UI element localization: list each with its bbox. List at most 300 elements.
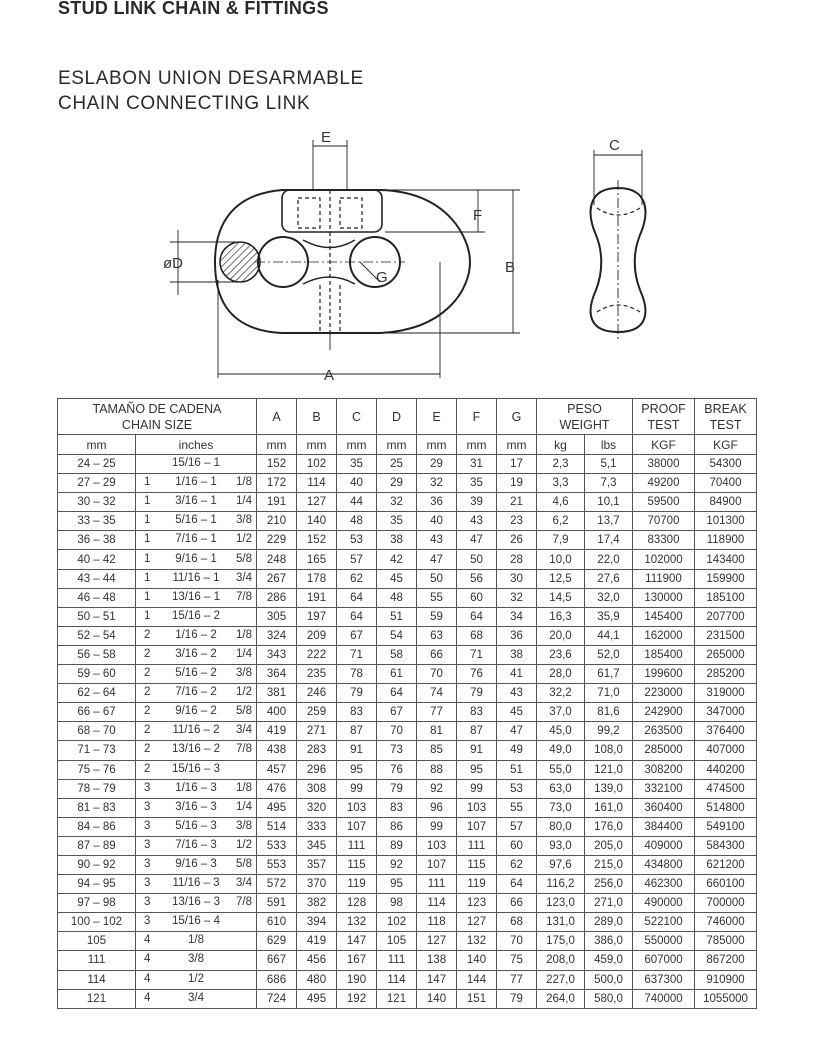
cell-e: 85	[417, 741, 457, 760]
cell-mm: 33 – 35	[58, 512, 136, 531]
cell-a: 667	[257, 951, 297, 970]
cell-e: 107	[417, 855, 457, 874]
cell-kg: 63,0	[537, 779, 585, 798]
cell-lbs: 386,0	[585, 932, 633, 951]
cell-inches: 15/16 – 1	[136, 455, 257, 474]
cell-e: 103	[417, 836, 457, 855]
cell-lbs: 108,0	[585, 741, 633, 760]
cell-b: 246	[297, 684, 337, 703]
cell-kg: 6,2	[537, 512, 585, 531]
cell-brk: 700000	[695, 894, 757, 913]
header-g: G	[497, 399, 537, 435]
cell-a: 152	[257, 455, 297, 474]
cell-mm: 114	[58, 970, 136, 989]
cell-mm: 71 – 73	[58, 741, 136, 760]
label-g: G	[376, 269, 388, 286]
cell-a: 210	[257, 512, 297, 531]
cell-kg: 227,0	[537, 970, 585, 989]
cell-brk: 474500	[695, 779, 757, 798]
cell-f: 111	[457, 836, 497, 855]
cell-brk: 54300	[695, 455, 757, 474]
cell-b: 308	[297, 779, 337, 798]
stud-bottom-curve	[303, 277, 355, 284]
cell-d: 58	[377, 645, 417, 664]
header-weight: PESO WEIGHT	[537, 399, 633, 435]
cell-mm: 62 – 64	[58, 684, 136, 703]
table-row	[58, 760, 757, 779]
cell-g: 17	[497, 455, 537, 474]
cell-b: 370	[297, 875, 337, 894]
cell-f: 99	[457, 779, 497, 798]
cell-g: 70	[497, 932, 537, 951]
cell-brk: 185100	[695, 588, 757, 607]
cell-c: 115	[337, 855, 377, 874]
cell-mm: 66 – 67	[58, 703, 136, 722]
cell-c: 167	[337, 951, 377, 970]
table-row	[58, 798, 757, 817]
cell-c: 78	[337, 665, 377, 684]
cell-c: 119	[337, 875, 377, 894]
cell-f: 68	[457, 626, 497, 645]
cell-inches: 5/16 – 3 3 3/8	[136, 817, 257, 836]
cell-c: 62	[337, 569, 377, 588]
cell-brk: 101300	[695, 512, 757, 531]
cell-c: 79	[337, 684, 377, 703]
table-row	[58, 684, 757, 703]
cell-proof: 111900	[633, 569, 695, 588]
cell-proof: 38000	[633, 455, 695, 474]
cell-lbs: 271,0	[585, 894, 633, 913]
cell-mm: 27 – 29	[58, 474, 136, 493]
cell-mm: 78 – 79	[58, 779, 136, 798]
cell-b: 127	[297, 493, 337, 512]
cell-d: 102	[377, 913, 417, 932]
cell-e: 70	[417, 665, 457, 684]
cell-mm: 30 – 32	[58, 493, 136, 512]
cell-c: 190	[337, 970, 377, 989]
cell-lbs: 22,0	[585, 550, 633, 569]
cell-d: 92	[377, 855, 417, 874]
cell-b: 296	[297, 760, 337, 779]
cell-d: 98	[377, 894, 417, 913]
cell-lbs: 44,1	[585, 626, 633, 645]
cell-g: 53	[497, 779, 537, 798]
connecting-link-drawing	[0, 120, 820, 390]
cell-kg: 32,2	[537, 684, 585, 703]
cell-b: 191	[297, 588, 337, 607]
table-row	[58, 970, 757, 989]
cell-b: 178	[297, 569, 337, 588]
cell-b: 357	[297, 855, 337, 874]
cell-a: 476	[257, 779, 297, 798]
cell-b: 320	[297, 798, 337, 817]
table-header-row-1	[58, 399, 757, 435]
cell-lbs: 32,0	[585, 588, 633, 607]
cell-inches: 15/16 – 3 2	[136, 760, 257, 779]
cell-inches: 1/8 4	[136, 932, 257, 951]
cell-g: 79	[497, 989, 537, 1008]
cell-a: 572	[257, 875, 297, 894]
cell-e: 127	[417, 932, 457, 951]
cell-d: 114	[377, 970, 417, 989]
cell-b: 419	[297, 932, 337, 951]
cell-kg: 20,0	[537, 626, 585, 645]
cell-proof: 462300	[633, 875, 695, 894]
cell-d: 83	[377, 798, 417, 817]
cell-e: 32	[417, 474, 457, 493]
cell-brk: 549100	[695, 817, 757, 836]
cell-c: 64	[337, 607, 377, 626]
cell-inches: 3/16 – 2 2 1/4	[136, 645, 257, 664]
header-a: A	[257, 399, 297, 435]
cell-f: 132	[457, 932, 497, 951]
cell-kg: 123,0	[537, 894, 585, 913]
cell-inches: 11/16 – 2 2 3/4	[136, 722, 257, 741]
cell-b: 235	[297, 665, 337, 684]
cell-e: 92	[417, 779, 457, 798]
label-d: øD	[163, 255, 183, 272]
cell-e: 114	[417, 894, 457, 913]
cell-a: 305	[257, 607, 297, 626]
cell-c: 103	[337, 798, 377, 817]
cell-mm: 59 – 60	[58, 665, 136, 684]
cell-lbs: 139,0	[585, 779, 633, 798]
cell-g: 51	[497, 760, 537, 779]
cell-a: 381	[257, 684, 297, 703]
cell-a: 533	[257, 836, 297, 855]
cell-a: 229	[257, 531, 297, 550]
cell-a: 286	[257, 588, 297, 607]
cell-inches: 15/16 – 2 1	[136, 607, 257, 626]
cell-f: 60	[457, 588, 497, 607]
cell-inches: 13/16 – 2 2 7/8	[136, 741, 257, 760]
cell-proof: 409000	[633, 836, 695, 855]
cell-proof: 263500	[633, 722, 695, 741]
cell-mm: 52 – 54	[58, 626, 136, 645]
cell-b: 345	[297, 836, 337, 855]
cell-a: 438	[257, 741, 297, 760]
cell-b: 271	[297, 722, 337, 741]
cell-f: 83	[457, 703, 497, 722]
cell-inches: 1/16 – 2 2 1/8	[136, 626, 257, 645]
header-break-test: BREAK TEST	[695, 399, 757, 435]
cell-g: 45	[497, 703, 537, 722]
cell-mm: 105	[58, 932, 136, 951]
cell-proof: 199600	[633, 665, 695, 684]
cell-e: 66	[417, 645, 457, 664]
cell-kg: 37,0	[537, 703, 585, 722]
cell-brk: 347000	[695, 703, 757, 722]
cell-lbs: 5,1	[585, 455, 633, 474]
cell-proof: 242900	[633, 703, 695, 722]
cell-g: 28	[497, 550, 537, 569]
cell-b: 382	[297, 894, 337, 913]
cell-kg: 55,0	[537, 760, 585, 779]
cell-a: 400	[257, 703, 297, 722]
table-row	[58, 836, 757, 855]
cell-b: 197	[297, 607, 337, 626]
cell-brk: 440200	[695, 760, 757, 779]
cell-lbs: 27,6	[585, 569, 633, 588]
cell-mm: 90 – 92	[58, 855, 136, 874]
cell-b: 394	[297, 913, 337, 932]
cell-c: 132	[337, 913, 377, 932]
cell-g: 75	[497, 951, 537, 970]
cell-mm: 43 – 44	[58, 569, 136, 588]
cell-brk: 514800	[695, 798, 757, 817]
cell-e: 96	[417, 798, 457, 817]
cell-lbs: 7,3	[585, 474, 633, 493]
header-e: E	[417, 399, 457, 435]
cell-kg: 7,9	[537, 531, 585, 550]
cell-proof: 360400	[633, 798, 695, 817]
table-row	[58, 531, 757, 550]
cell-e: 63	[417, 626, 457, 645]
unit-mm-e: mm	[417, 435, 457, 455]
cell-mm: 111	[58, 951, 136, 970]
cell-inches: 3/16 – 3 3 1/4	[136, 798, 257, 817]
cell-proof: 49200	[633, 474, 695, 493]
cell-proof: 223000	[633, 684, 695, 703]
cell-e: 99	[417, 817, 457, 836]
cell-b: 114	[297, 474, 337, 493]
cell-kg: 45,0	[537, 722, 585, 741]
cell-a: 172	[257, 474, 297, 493]
cell-a: 610	[257, 913, 297, 932]
cell-inches: 15/16 – 4 3	[136, 913, 257, 932]
cell-d: 95	[377, 875, 417, 894]
cell-g: 30	[497, 569, 537, 588]
cell-e: 77	[417, 703, 457, 722]
cell-d: 42	[377, 550, 417, 569]
cell-f: 140	[457, 951, 497, 970]
cell-g: 19	[497, 474, 537, 493]
cell-proof: 740000	[633, 989, 695, 1008]
unit-mm-g: mm	[497, 435, 537, 455]
cell-c: 107	[337, 817, 377, 836]
cell-f: 119	[457, 875, 497, 894]
cell-inches: 13/16 – 3 3 7/8	[136, 894, 257, 913]
table-row	[58, 569, 757, 588]
cell-f: 76	[457, 665, 497, 684]
cell-brk: 118900	[695, 531, 757, 550]
cell-kg: 131,0	[537, 913, 585, 932]
cell-brk: 231500	[695, 626, 757, 645]
cell-c: 44	[337, 493, 377, 512]
cell-e: 118	[417, 913, 457, 932]
cell-f: 56	[457, 569, 497, 588]
cell-e: 36	[417, 493, 457, 512]
cell-proof: 522100	[633, 913, 695, 932]
cell-brk: 84900	[695, 493, 757, 512]
cell-g: 64	[497, 875, 537, 894]
cell-brk: 621200	[695, 855, 757, 874]
cell-lbs: 35,9	[585, 607, 633, 626]
cell-b: 480	[297, 970, 337, 989]
cell-d: 70	[377, 722, 417, 741]
cell-inches: 3/4 4	[136, 989, 257, 1008]
cell-g: 60	[497, 836, 537, 855]
cell-d: 111	[377, 951, 417, 970]
cell-lbs: 215,0	[585, 855, 633, 874]
cell-proof: 162000	[633, 626, 695, 645]
cell-d: 79	[377, 779, 417, 798]
unit-kgf-break: KGF	[695, 435, 757, 455]
cell-c: 71	[337, 645, 377, 664]
side-view	[591, 150, 646, 340]
header-f: F	[457, 399, 497, 435]
cell-mm: 40 – 42	[58, 550, 136, 569]
header-proof-test: PROOF TEST	[633, 399, 695, 435]
cell-brk: 1055000	[695, 989, 757, 1008]
cell-proof: 384400	[633, 817, 695, 836]
cell-lbs: 459,0	[585, 951, 633, 970]
cell-kg: 80,0	[537, 817, 585, 836]
cell-f: 43	[457, 512, 497, 531]
cell-g: 26	[497, 531, 537, 550]
cell-b: 152	[297, 531, 337, 550]
cell-b: 209	[297, 626, 337, 645]
cell-e: 88	[417, 760, 457, 779]
cell-e: 47	[417, 550, 457, 569]
cell-b: 456	[297, 951, 337, 970]
cell-f: 151	[457, 989, 497, 1008]
cell-kg: 97,6	[537, 855, 585, 874]
cell-g: 66	[497, 894, 537, 913]
cell-d: 29	[377, 474, 417, 493]
cell-b: 333	[297, 817, 337, 836]
header-b: B	[297, 399, 337, 435]
cell-inches: 7/16 – 2 2 1/2	[136, 684, 257, 703]
unit-mm-b: mm	[297, 435, 337, 455]
cell-d: 48	[377, 588, 417, 607]
cell-d: 38	[377, 531, 417, 550]
cell-inches: 13/16 – 1 1 7/8	[136, 588, 257, 607]
cell-mm: 24 – 25	[58, 455, 136, 474]
cell-g: 23	[497, 512, 537, 531]
cell-f: 31	[457, 455, 497, 474]
cell-kg: 12,5	[537, 569, 585, 588]
table-row	[58, 474, 757, 493]
cell-a: 724	[257, 989, 297, 1008]
cell-f: 35	[457, 474, 497, 493]
cell-brk: 584300	[695, 836, 757, 855]
header-chain-size: TAMAÑO DE CADENA CHAIN SIZE	[58, 399, 257, 435]
cell-brk: 376400	[695, 722, 757, 741]
cell-proof: 70700	[633, 512, 695, 531]
cell-lbs: 71,0	[585, 684, 633, 703]
cell-mm: 81 – 83	[58, 798, 136, 817]
cell-a: 324	[257, 626, 297, 645]
cell-proof: 145400	[633, 607, 695, 626]
cell-e: 29	[417, 455, 457, 474]
unit-kg: kg	[537, 435, 585, 455]
cell-c: 57	[337, 550, 377, 569]
cell-kg: 73,0	[537, 798, 585, 817]
cell-c: 35	[337, 455, 377, 474]
cell-mm: 46 – 48	[58, 588, 136, 607]
cell-f: 144	[457, 970, 497, 989]
cell-g: 41	[497, 665, 537, 684]
page-title: STUD LINK CHAIN & FITTINGS	[58, 0, 329, 18]
cell-c: 95	[337, 760, 377, 779]
cell-brk: 319000	[695, 684, 757, 703]
cell-f: 64	[457, 607, 497, 626]
cell-mm: 94 – 95	[58, 875, 136, 894]
cell-a: 686	[257, 970, 297, 989]
cell-inches: 11/16 – 1 1 3/4	[136, 569, 257, 588]
label-b: B	[505, 259, 516, 276]
cell-lbs: 99,2	[585, 722, 633, 741]
table-row	[58, 665, 757, 684]
cell-mm: 50 – 51	[58, 607, 136, 626]
cell-b: 140	[297, 512, 337, 531]
table-row	[58, 855, 757, 874]
cell-lbs: 500,0	[585, 970, 633, 989]
cell-d: 61	[377, 665, 417, 684]
cell-kg: 93,0	[537, 836, 585, 855]
cell-lbs: 256,0	[585, 875, 633, 894]
table-row	[58, 817, 757, 836]
cell-f: 71	[457, 645, 497, 664]
cell-proof: 102000	[633, 550, 695, 569]
cell-f: 50	[457, 550, 497, 569]
table-row	[58, 722, 757, 741]
cell-c: 83	[337, 703, 377, 722]
cell-lbs: 13,7	[585, 512, 633, 531]
cell-b: 495	[297, 989, 337, 1008]
cell-g: 36	[497, 626, 537, 645]
cell-brk: 70400	[695, 474, 757, 493]
unit-lbs: lbs	[585, 435, 633, 455]
cell-a: 248	[257, 550, 297, 569]
cell-kg: 49,0	[537, 741, 585, 760]
table-row	[58, 913, 757, 932]
cell-d: 89	[377, 836, 417, 855]
cell-c: 99	[337, 779, 377, 798]
cell-e: 81	[417, 722, 457, 741]
cell-a: 629	[257, 932, 297, 951]
cell-kg: 28,0	[537, 665, 585, 684]
cell-brk: 207700	[695, 607, 757, 626]
cell-a: 553	[257, 855, 297, 874]
cell-c: 64	[337, 588, 377, 607]
cell-c: 91	[337, 741, 377, 760]
table-row	[58, 779, 757, 798]
cell-kg: 116,2	[537, 875, 585, 894]
table-row	[58, 741, 757, 760]
table-row	[58, 875, 757, 894]
cell-proof: 637300	[633, 970, 695, 989]
cell-kg: 3,3	[537, 474, 585, 493]
cell-kg: 175,0	[537, 932, 585, 951]
table-row	[58, 626, 757, 645]
unit-mm-f: mm	[457, 435, 497, 455]
cell-inches: 7/16 – 1 1 1/2	[136, 531, 257, 550]
cell-g: 34	[497, 607, 537, 626]
cell-lbs: 289,0	[585, 913, 633, 932]
unit-mm-a: mm	[257, 435, 297, 455]
cell-brk: 143400	[695, 550, 757, 569]
cell-proof: 285000	[633, 741, 695, 760]
cell-d: 105	[377, 932, 417, 951]
cell-c: 192	[337, 989, 377, 1008]
cell-brk: 867200	[695, 951, 757, 970]
unit-mm-c: mm	[337, 435, 377, 455]
table-row	[58, 550, 757, 569]
cell-e: 59	[417, 607, 457, 626]
table-row	[58, 607, 757, 626]
